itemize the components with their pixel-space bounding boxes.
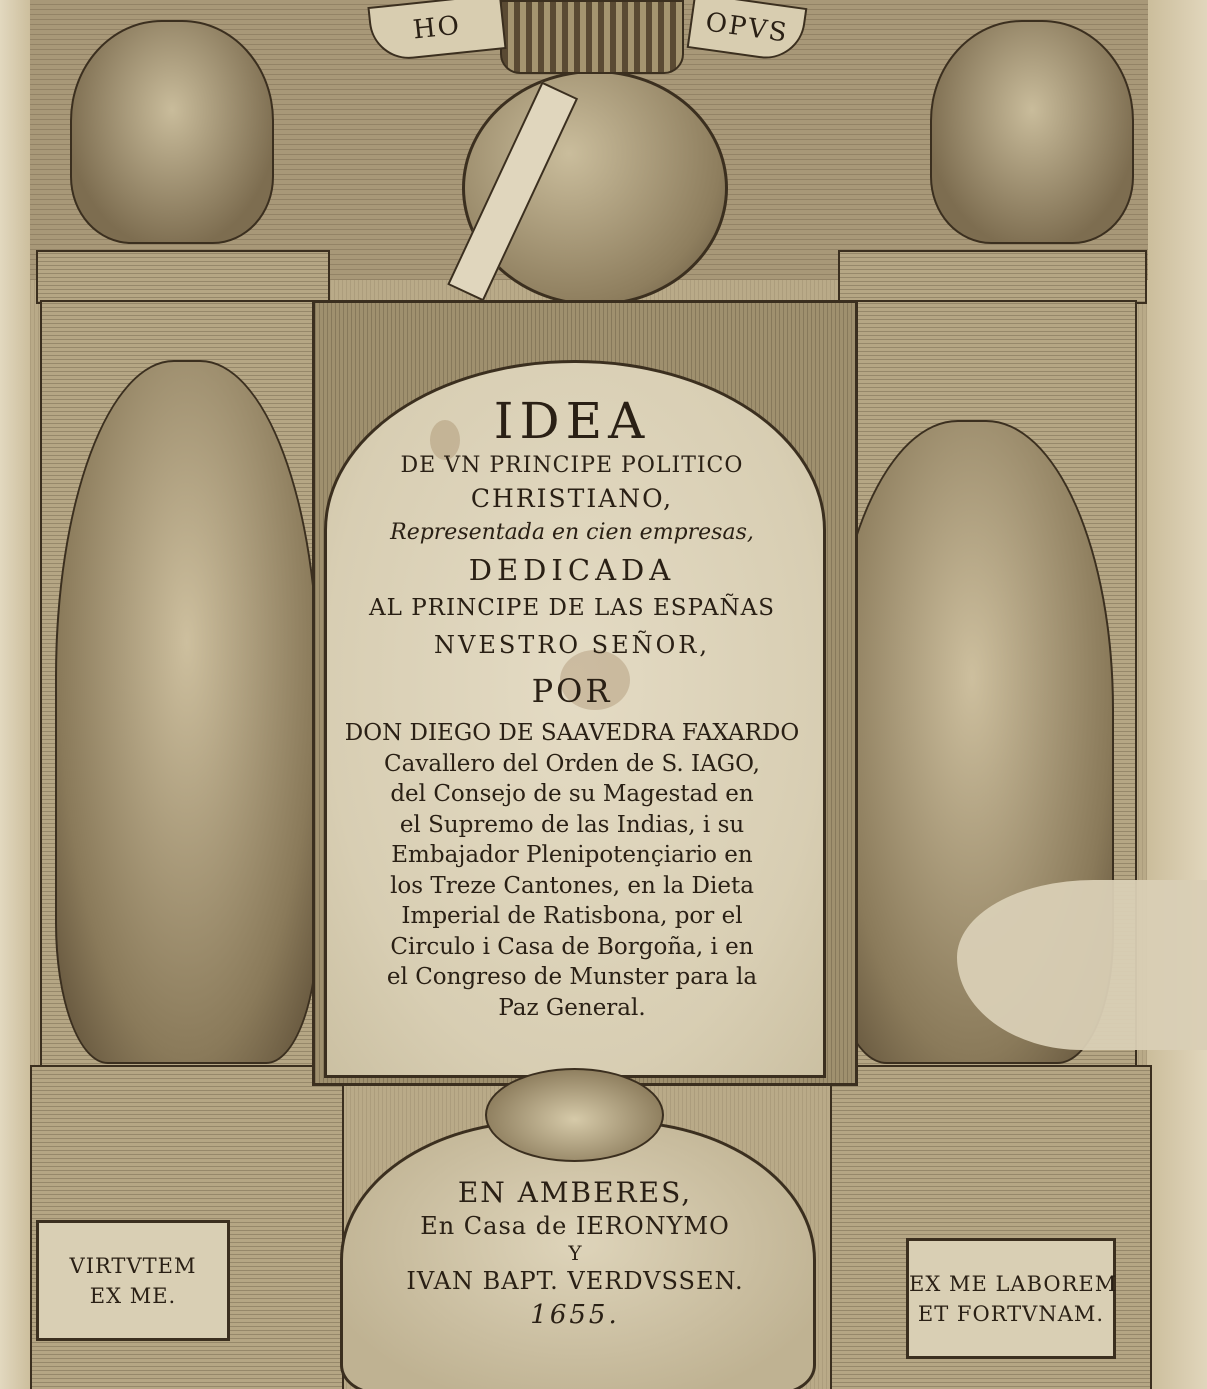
armor-trophy-right (930, 20, 1134, 244)
dedication-line: AL PRINCIPE DE LAS ESPAÑAS (369, 595, 775, 621)
plaque-line: EX ME. (89, 1283, 177, 1308)
motto-plaque-left (36, 1220, 230, 1341)
imprint-publisher-line: IVAN BAPT. VERDVSSEN. (406, 1267, 744, 1295)
imprint-publisher-line: En Casa de IERONYMO (420, 1212, 730, 1240)
author-line: Circulo i Casa de Borgoña, i en (390, 933, 754, 960)
author-line: Paz General. (498, 994, 646, 1021)
author-line: Imperial de Ratisbona, por el (401, 903, 743, 929)
plaque-line: VIRTVTEM (69, 1253, 197, 1278)
dedication-line: NVESTRO SEÑOR, (433, 631, 710, 659)
dedication-heading: DEDICADA (468, 553, 676, 587)
motto-banner-right: OPVS (687, 0, 808, 64)
plaque-line: EX ME LABOREM (909, 1271, 1118, 1296)
cherub-head (485, 1068, 664, 1162)
equestrian-king-left (55, 360, 319, 1064)
author-line: el Congreso de Munster para la (386, 964, 758, 990)
pillar-left-capital (36, 250, 330, 304)
imprint-conjunction: Y (568, 1241, 582, 1265)
subtitle-line: Representada en cien empresas, (390, 520, 754, 545)
motto-plaque-right (906, 1238, 1116, 1359)
right-margin (1147, 0, 1207, 1389)
armor-trophy-left (70, 20, 274, 244)
plaque-line: ET FORTVNAM. (917, 1301, 1105, 1326)
title-block (324, 392, 820, 1023)
imprint-year: 1655. (530, 1300, 620, 1330)
imprint-city: EN AMBERES, (457, 1176, 693, 1209)
author-line: DON DIEGO DE SAAVEDRA FAXARDO (344, 720, 800, 746)
motto-banner-left: HO (367, 0, 506, 63)
pillar-right-capital (838, 250, 1147, 304)
subtitle-line: DE VN PRINCIPE POLITICO (400, 453, 744, 478)
subtitle-line: CHRISTIANO, (470, 484, 674, 513)
book-title: IDEA (493, 392, 651, 450)
author-line: Cavallero del Orden de S. IAGO, (384, 750, 760, 777)
imprint-block (340, 1176, 810, 1332)
author-line: del Consejo de su Magestad en (390, 781, 754, 807)
por-label: POR (531, 672, 613, 710)
author-line: el Supremo de las Indias, i su (399, 811, 745, 838)
author-line: Embajador Plenipotençiario en (391, 842, 753, 868)
crown (500, 0, 684, 74)
left-margin (0, 0, 32, 1389)
author-line: los Treze Cantones, en la Dieta (390, 872, 754, 899)
